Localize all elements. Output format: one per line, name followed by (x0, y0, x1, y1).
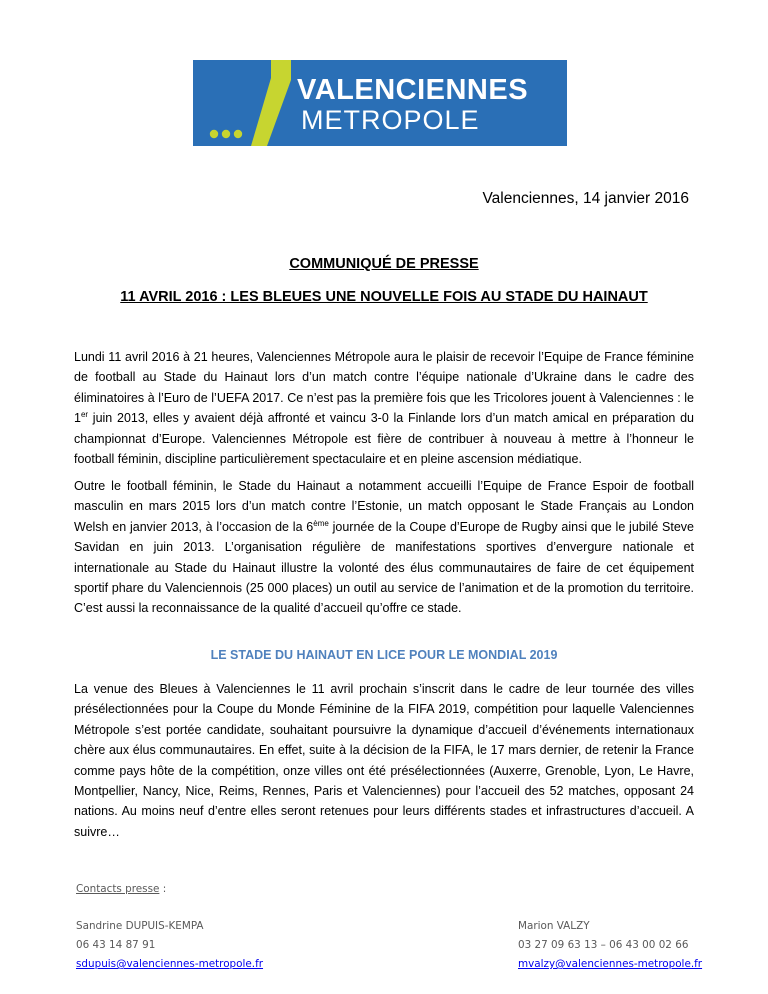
contact-email-link[interactable]: mvalzy@valenciennes-metropole.fr (518, 958, 703, 970)
contact-name: Marion VALZY (518, 920, 590, 932)
section-heading: LE STADE DU HAINAUT EN LICE POUR LE MONDIAL 2019 (210, 648, 558, 662)
contact-right (518, 917, 702, 974)
dateline: Valenciennes, 14 janvier 2016 (482, 190, 689, 207)
contact-phone: 03 27 09 63 13 – 06 43 00 02 66 (518, 939, 689, 951)
logo-line-1: VALENCIENNES (297, 74, 529, 106)
contact-phone: 06 43 14 87 91 (76, 939, 156, 951)
paragraph-1: Lundi 11 avril 2016 à 21 heures, Valenciennes Métropole aura le plaisir de recevoir l’Equipe de France féminine de football au Stade du Hainaut lors d’un match contre l’équipe nationale d’Ukraine dans le cadre des éliminatoires à l’Euro de l’UEFA 2017. Ce n’est pas la première fois que les Tricolores jouent à Valenciennes : le 1er juin 2013, elles y avaient déjà affronté et vaincu 3-0 la Finlande lors d’un match amical en préparation du championnat d’Europe. Valenciennes Métropole est fière de contribuer à nouveau à mettre à l’honneur le football féminin, discipline particulièrement spectaculaire et en pleine ascension médiatique. (74, 350, 694, 467)
contacts-label: Contacts presse : (76, 883, 167, 895)
contact-left (76, 917, 263, 974)
paragraph-3: La venue des Bleues à Valenciennes le 11 avril prochain s’inscrit dans le cadre de leur tournée des villes présélectionnées pour la Coupe du Monde Féminine de la FIFA 2019, compétition pour laquelle Valenciennes Métropole s’est portée candidate, souhaitant poursuivre la dynamique d’accueil d’événements internationaux chère aux élus communautaires. En effet, suite à la décision de la FIFA, le 17 mars dernier, de retenir la France comme pays hôte de la compétition, onze villes ont été présélectionnées (Auxerre, Grenoble, Lyon, Le Havre, Montpellier, Nancy, Nice, Reims, Rennes, Paris et Valenciennes) pour l’accueil des 52 matches, opposant 24 nations. Au moins neuf d’entre elles seront retenues pour leurs différents stades et infrastructures d’accueil. A suivre… (74, 682, 694, 839)
contact-name: Sandrine DUPUIS-KEMPA (76, 920, 204, 932)
valenciennes-metropole-logo (193, 60, 567, 146)
press-release-title: COMMUNIQUÉ DE PRESSE (289, 256, 479, 272)
press-release-subject: 11 AVRIL 2016 : LES BLEUES UNE NOUVELLE FOIS AU STADE DU HAINAUT (120, 289, 648, 305)
logo-seven-mark-icon (193, 60, 291, 146)
logo-line-2: METROPOLE (301, 105, 480, 135)
paragraph-2: Outre le football féminin, le Stade du Hainaut a notamment accueilli l’Equipe de France Espoir de football masculin en mars 2015 lors d’un match contre l’Estonie, un match opposant le Stade Français au London Welsh en janvier 2013, à l’occasion de la 6ème journée de la Coupe d’Europe de Rugby ainsi que le jubilé Steve Savidan en juin 2013. L’organisation régulière de manifestations sportives d’envergure nationale et internationale au Stade du Hainaut illustre la volonté des élus communautaires de faire de cet équipement sportif phare du Valenciennois (25 000 places) un outil au service de l’animation et de la promotion du territoire. C’est aussi la reconnaissance de la qualité d’accueil qu’offre ce stade. (74, 479, 695, 616)
contact-email-link[interactable]: sdupuis@valenciennes-metropole.fr (76, 958, 264, 970)
